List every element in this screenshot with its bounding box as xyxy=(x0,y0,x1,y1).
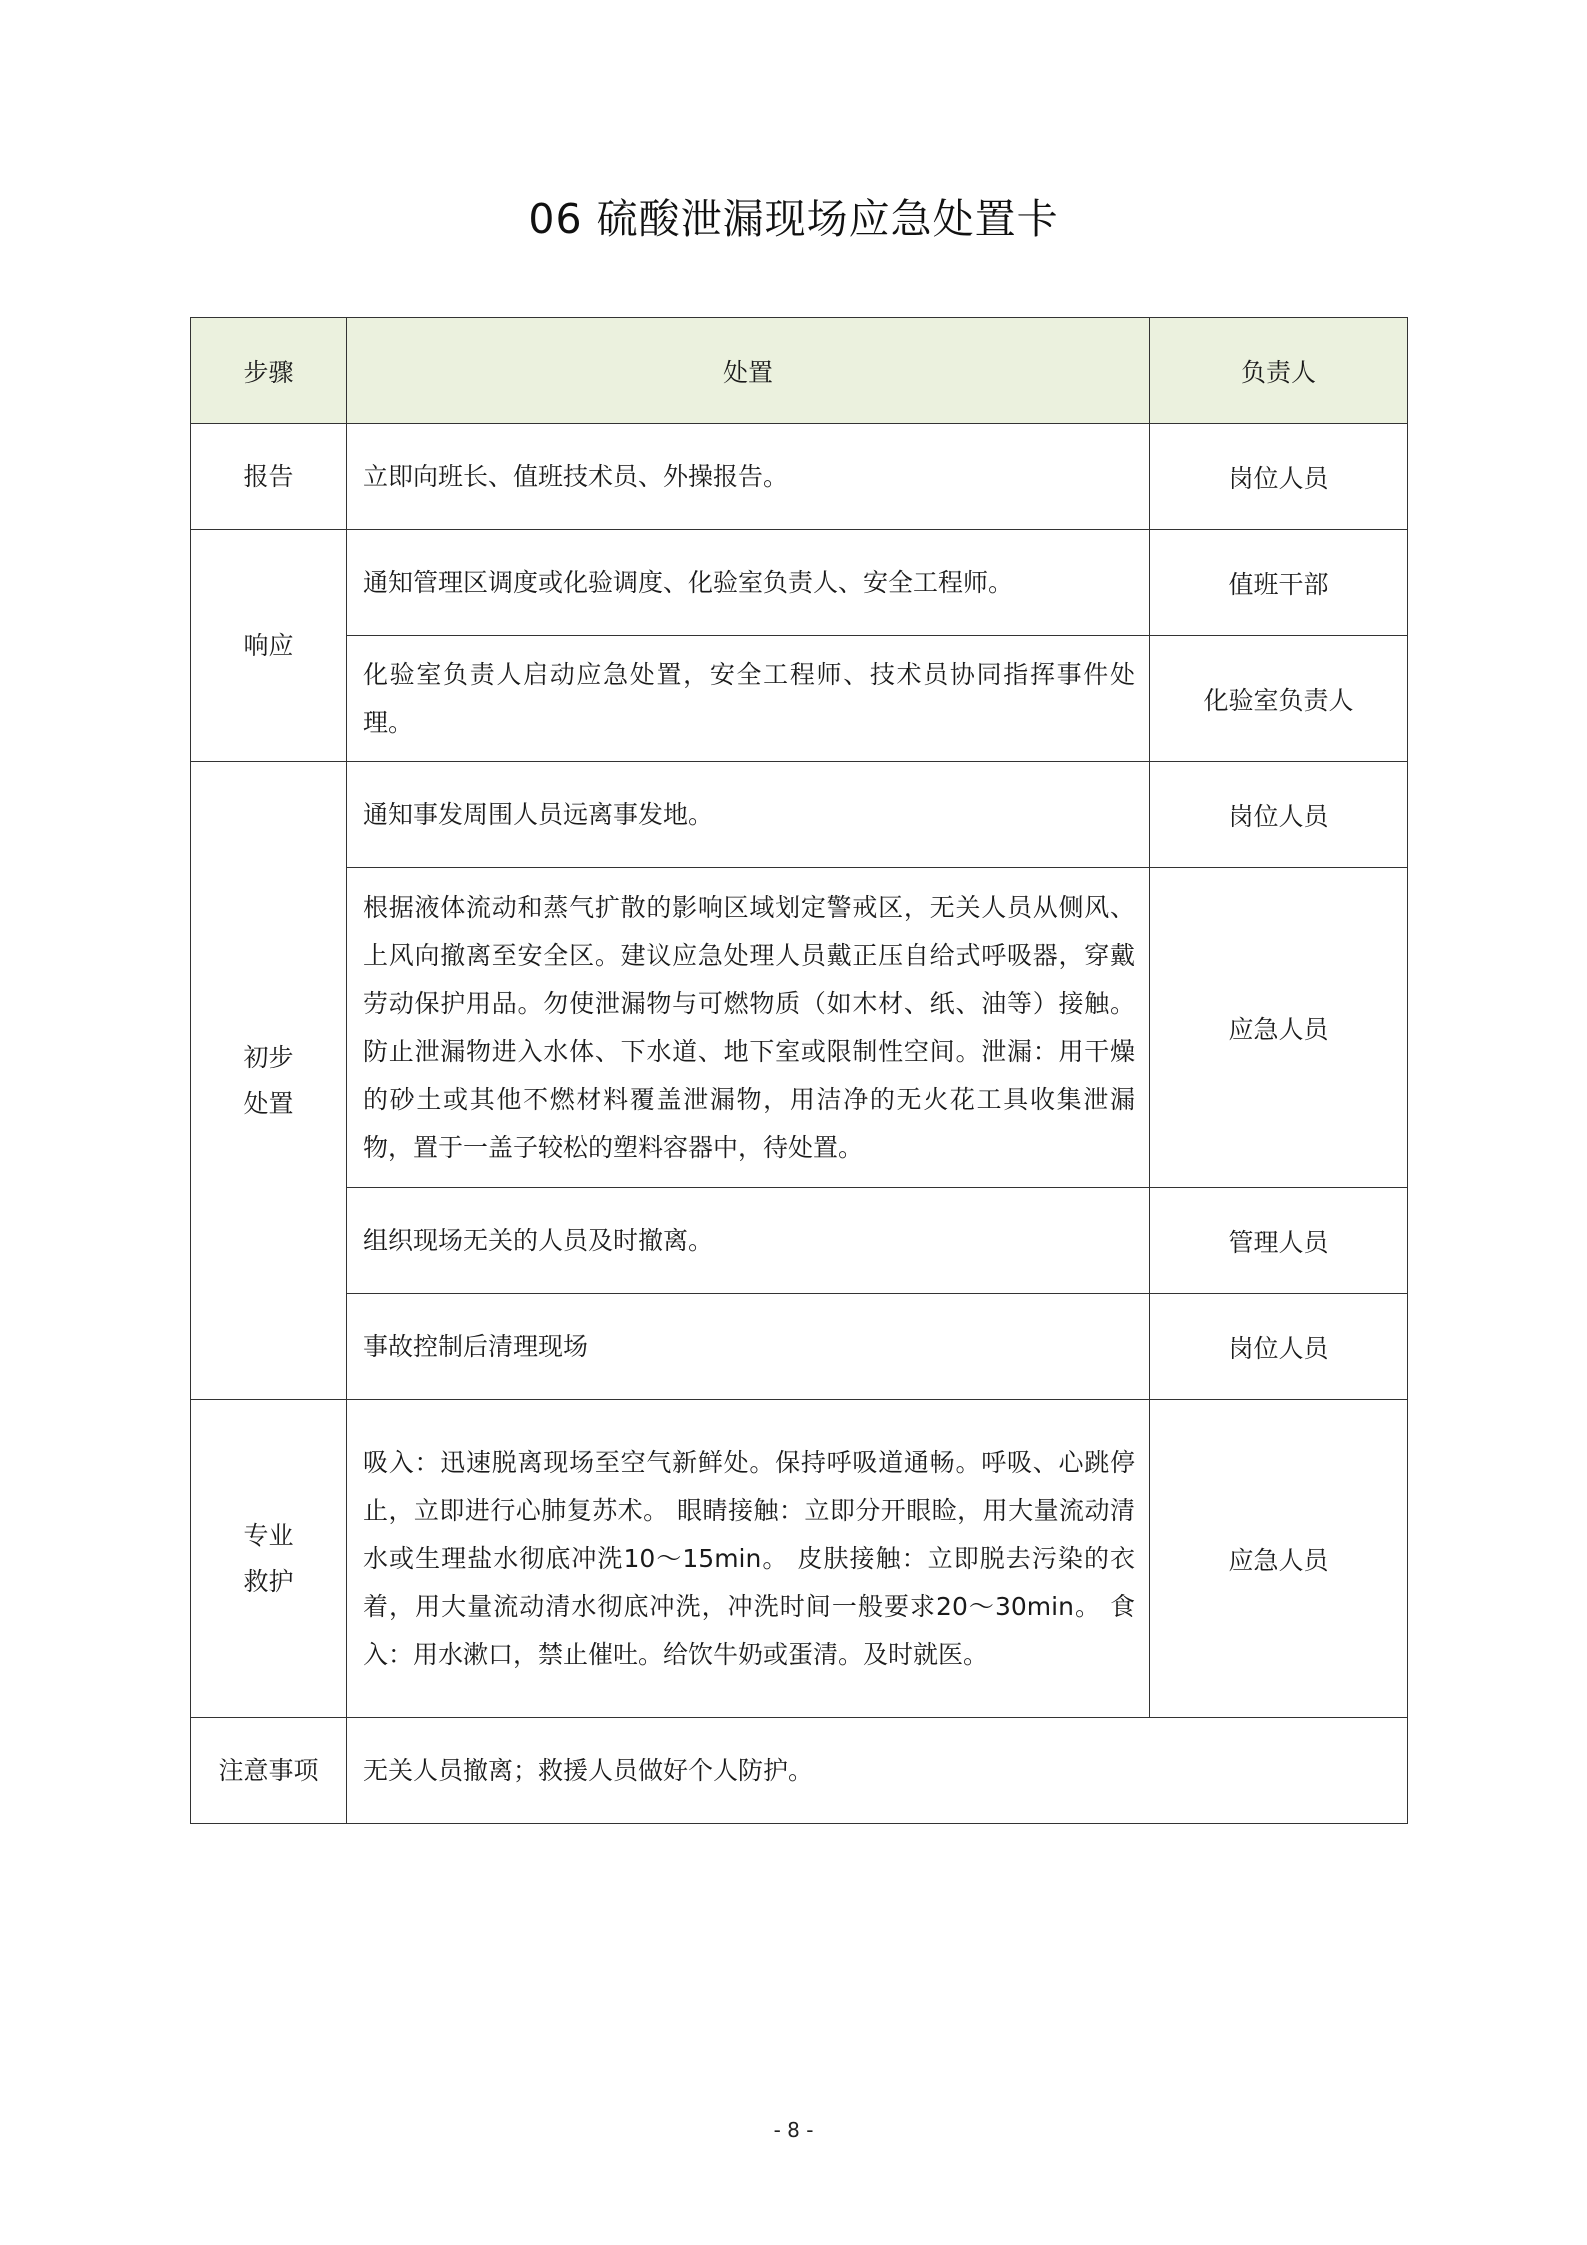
step-response: 响应 xyxy=(191,530,347,762)
header-action: 处置 xyxy=(347,318,1150,424)
owner-cell: 值班干部 xyxy=(1150,530,1408,636)
owner-cell: 管理人员 xyxy=(1150,1188,1408,1294)
emergency-card-table xyxy=(190,317,1408,1824)
owner-cell: 化验室负责人 xyxy=(1150,636,1408,762)
step-notes: 注意事项 xyxy=(191,1718,347,1824)
table-row xyxy=(191,1400,1408,1718)
owner-cell: 岗位人员 xyxy=(1150,424,1408,530)
table-row xyxy=(191,636,1408,762)
action-cell: 事故控制后清理现场 xyxy=(347,1294,1150,1400)
action-cell: 化验室负责人启动应急处置，安全工程师、技术员协同指挥事件处理。 xyxy=(347,636,1150,762)
table-row xyxy=(191,424,1408,530)
table-row xyxy=(191,1188,1408,1294)
table-row xyxy=(191,762,1408,868)
table-row xyxy=(191,1294,1408,1400)
owner-cell: 应急人员 xyxy=(1150,868,1408,1188)
header-owner: 负责人 xyxy=(1150,318,1408,424)
action-cell: 通知管理区调度或化验调度、化验室负责人、安全工程师。 xyxy=(347,530,1150,636)
step-initial-line1: 初步 xyxy=(243,1042,294,1072)
step-initial-line2: 处置 xyxy=(243,1088,294,1118)
notes-cell: 无关人员撤离；救援人员做好个人防护。 xyxy=(347,1718,1408,1824)
table-row xyxy=(191,868,1408,1188)
owner-cell: 岗位人员 xyxy=(1150,1294,1408,1400)
step-professional xyxy=(191,1400,347,1718)
page-number: - 8 - xyxy=(773,2118,814,2142)
action-cell: 立即向班长、值班技术员、外操报告。 xyxy=(347,424,1150,530)
page-title: 06 硫酸泄漏现场应急处置卡 xyxy=(528,195,1059,243)
step-professional-line1: 专业 xyxy=(243,1520,294,1550)
action-cell: 根据液体流动和蒸气扩散的影响区域划定警戒区，无关人员从侧风、上风向撤离至安全区。建议应急处理人员戴正压自给式呼吸器，穿戴劳动保护用品。勿使泄漏物与可燃物质（如木材、纸、油等）接触。防止泄漏物进入水体、下水道、地下室或限制性空间。泄漏：用干燥的砂土或其他不燃材料覆盖泄漏物，用洁净的无火花工具收集泄漏物，置于一盖子较松的塑料容器中，待处置。 xyxy=(347,868,1150,1188)
action-cell: 通知事发周围人员远离事发地。 xyxy=(347,762,1150,868)
owner-cell: 岗位人员 xyxy=(1150,762,1408,868)
table-row xyxy=(191,530,1408,636)
step-initial xyxy=(191,762,347,1400)
step-professional-line2: 救护 xyxy=(243,1566,294,1596)
table-header-row xyxy=(191,318,1408,424)
action-cell: 组织现场无关的人员及时撤离。 xyxy=(347,1188,1150,1294)
table-row xyxy=(191,1718,1408,1824)
action-cell: 吸入：迅速脱离现场至空气新鲜处。保持呼吸道通畅。呼吸、心跳停止，立即进行心肺复苏术。 眼睛接触：立即分开眼睑，用大量流动清水或生理盐水彻底冲洗10～15min。 皮肤接触：立即脱去污染的衣着，用大量流动清水彻底冲洗，冲洗时间一般要求20～30min。 食入：用水漱口，禁止催吐。给饮牛奶或蛋清。及时就医。 xyxy=(347,1400,1150,1718)
owner-cell: 应急人员 xyxy=(1150,1400,1408,1718)
header-step: 步骤 xyxy=(191,318,347,424)
step-report: 报告 xyxy=(191,424,347,530)
